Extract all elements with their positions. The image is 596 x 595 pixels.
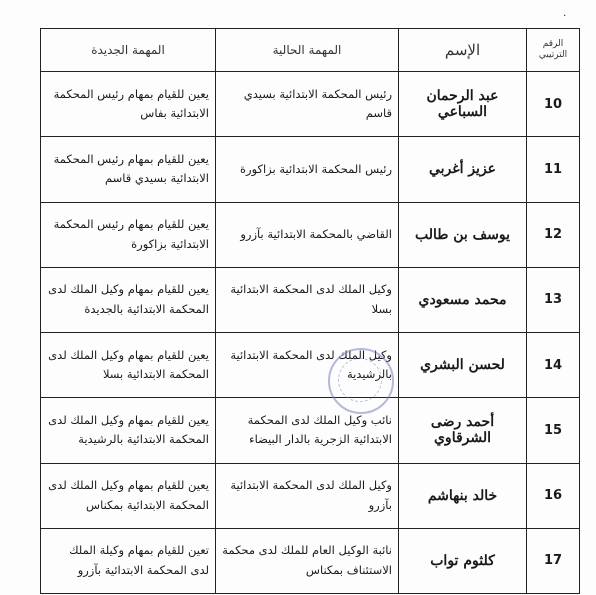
row-new-role: تعين للقيام بمهام وكيلة الملك لدى المحكمة الابتدائية بآزرو	[41, 528, 216, 593]
row-current-role: نائب وكيل الملك لدى المحكمة الابتدائية الزجرية بالدار البيضاء	[216, 398, 399, 463]
row-new-role: يعين للقيام بمهام رئيس المحكمة الابتدائية بزاكورة	[41, 202, 216, 267]
row-current-role: وكيل الملك لدى المحكمة الابتدائية بالرشيدية	[216, 333, 399, 398]
row-current-role: نائبة الوكيل العام للملك لدى محكمة الاستئناف بمكناس	[216, 528, 399, 593]
row-name: خالد بنهاشم	[399, 463, 527, 528]
row-name: محمد مسعودي	[399, 267, 527, 332]
row-new-role: يعين للقيام بمهام رئيس المحكمة الابتدائية بفاس	[41, 72, 216, 137]
row-current-role: رئيس المحكمة الابتدائية بزاكورة	[216, 137, 399, 202]
row-number: 12	[527, 202, 580, 267]
row-new-role: يعين للقيام بمهام وكيل الملك لدى المحكمة الابتدائية بمكناس	[41, 463, 216, 528]
row-name: أحمد رضى الشرقاوي	[399, 398, 527, 463]
row-number: 17	[527, 528, 580, 593]
table-row	[41, 528, 580, 593]
row-current-role: وكيل الملك لدى المحكمة الابتدائية بسلا	[216, 267, 399, 332]
row-number: 11	[527, 137, 580, 202]
row-number: 16	[527, 463, 580, 528]
table-row	[41, 398, 580, 463]
table-row	[41, 202, 580, 267]
table-row	[41, 72, 580, 137]
header-name: الإسم	[399, 29, 527, 72]
row-name: لحسن البشري	[399, 333, 527, 398]
row-name: يوسف بن طالب	[399, 202, 527, 267]
row-new-role: يعين للقيام بمهام وكيل الملك لدى المحكمة الابتدائية بسلا	[41, 333, 216, 398]
table-row	[41, 463, 580, 528]
row-current-role: القاضي بالمحكمة الابتدائية بآزرو	[216, 202, 399, 267]
header-number: الرقم الترتيبي	[527, 29, 580, 72]
table-row	[41, 267, 580, 332]
row-current-role: وكيل الملك لدى المحكمة الابتدائية بآزرو	[216, 463, 399, 528]
table-row	[41, 137, 580, 202]
row-name: عبد الرحمان السباعي	[399, 72, 527, 137]
row-new-role: يعين للقيام بمهام وكيل الملك لدى المحكمة الابتدائية بالجديدة	[41, 267, 216, 332]
row-number: 14	[527, 333, 580, 398]
row-name: كلثوم تواب	[399, 528, 527, 593]
header-new-role: المهمة الجديدة	[41, 29, 216, 72]
row-new-role: يعين للقيام بمهام وكيل الملك لدى المحكمة الابتدائية بالرشيدية	[41, 398, 216, 463]
row-name: عزيز أغربي	[399, 137, 527, 202]
row-number: 10	[527, 72, 580, 137]
header-current-role: المهمة الحالية	[216, 29, 399, 72]
row-number: 15	[527, 398, 580, 463]
appointments-table	[40, 28, 580, 594]
corner-mark: ٠	[562, 10, 568, 21]
row-new-role: يعين للقيام بمهام رئيس المحكمة الابتدائية بسيدي قاسم	[41, 137, 216, 202]
table-row	[41, 333, 580, 398]
table-header-row	[41, 29, 580, 72]
row-current-role: رئيس المحكمة الابتدائية بسيدي قاسم	[216, 72, 399, 137]
row-number: 13	[527, 267, 580, 332]
